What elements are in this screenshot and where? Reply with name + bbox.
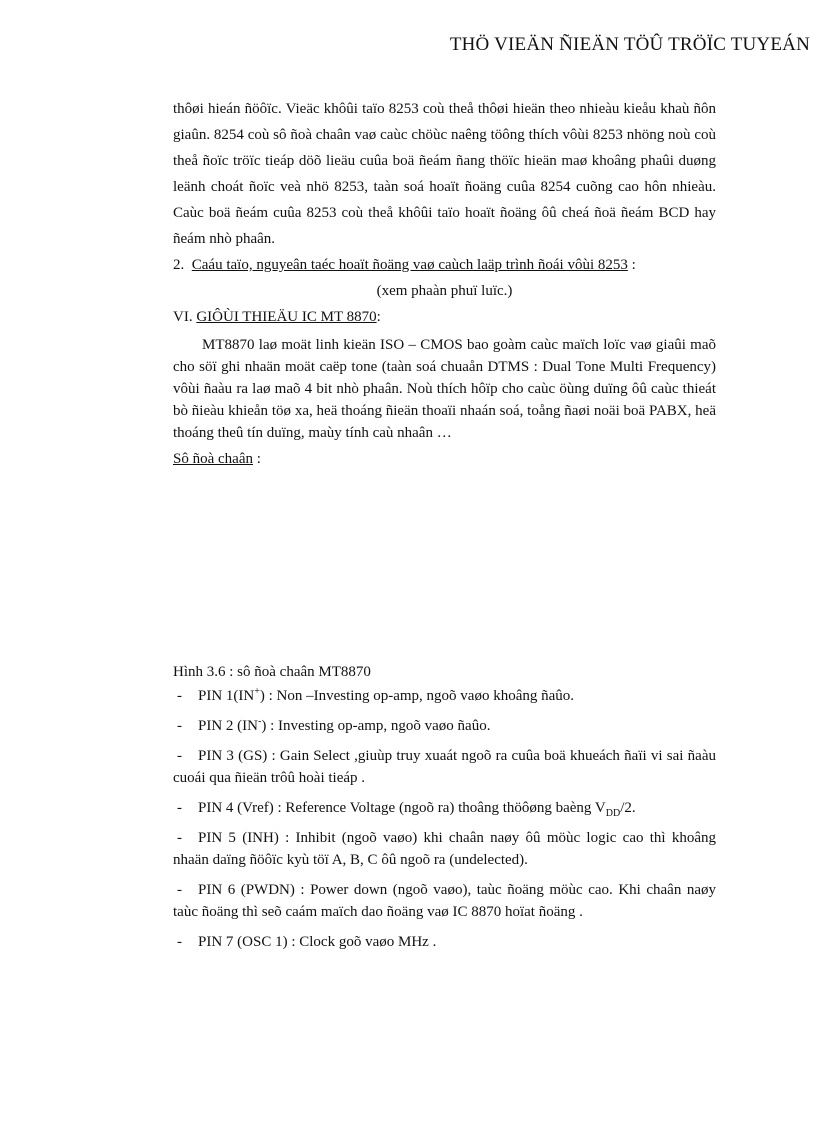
schematic-heading (173, 446, 716, 472)
pin-7-text: PIN 7 (OSC 1) : Clock goõ vaøo MHz . (198, 934, 437, 950)
pin-2-rest: ) : Investing op-amp, ngoõ vaøo ñaûo. (261, 718, 491, 734)
pin-item (173, 931, 716, 953)
pin-item (173, 879, 716, 923)
intro-paragraph: thôøi hieán ñöôïc. Vieäc khôûi taïo 8253 coù theå thôøi hieän theo nhieàu kieåu khaù ñôn giaûn. 8254 coù sô ñoà chaân vaø caùc chöùc naêng töông thích vôùi 8253 nhöng noù coù theå ñoïc tröïc tieáp döõ lieäu cuûa boä ñeám ñang thöïc hieän maø khoâng phaûi duøng leänh choát ñoïc veà nhö 8253, taàn soá hoaït ñoäng cuûa 8254 cuõng cao hôn nhieàu. Caùc boä ñeám cuûa 8253 coù theå khôûi taïo hoaït ñoäng ôû cheá ñoä ñeám BCD hay ñeám nhò phaân. (173, 101, 716, 247)
pin-6-text: PIN 6 (PWDN) : Power down (ngoõ vaøo), taùc ñoäng möùc cao. Khi chaân naøy taùc ñoäng thì seõ caám maïch dao ñoäng vaø IC 8870 hoïat ñoäng . (173, 882, 716, 920)
pin-5-text: PIN 5 (INH) : Inhibit (ngoõ vaøo) khi chaân naøy ôû möùc logic cao thì khoâng nhaän daïng ñöôïc kyù töï A, B, C ôû ngoõ ra (undelected). (173, 830, 716, 868)
bullet-dash: - (177, 718, 182, 734)
pin-4-sub: DD (605, 808, 621, 819)
pin-4-rest: /2. (620, 800, 636, 816)
pin-item (173, 745, 716, 789)
bullet-dash: - (177, 748, 182, 764)
document-body (173, 96, 716, 961)
section-vi-suffix: : (376, 309, 381, 325)
section-vi-prefix: VI. (173, 309, 197, 325)
pin-item (173, 797, 716, 819)
pin-2-sup: - (258, 716, 262, 727)
bullet-dash: - (177, 800, 182, 816)
bullet-dash: - (177, 882, 182, 898)
item-2-suffix: : (627, 257, 636, 273)
bullet-dash: - (177, 830, 182, 846)
section-vi-title: GIÔÙI THIEÄU IC MT 8870 (196, 309, 377, 325)
pin-1-text: PIN 1(IN (198, 688, 255, 704)
schematic-label: Sô ñoà chaân (173, 451, 253, 467)
pin-list (173, 685, 716, 953)
figure-caption: Hình 3.6 : sô ñoà chaân MT8870 (173, 664, 371, 680)
mt8870-paragraph: MT8870 laø moät linh kieän ISO – CMOS bao goàm caùc maïch loïc vaø giaûi maõ cho söï ghi nhaän moät caëp tone (taàn soá chuaån DTMS : Dual Tone Multi Frequency) vôùi ñaàu ra laø maõ 4 bit nhò phaân. Noù thích hôïp cho caùc öùng duïng ôû caùc thieát bò ñieàu khieån töø xa, heä thoáng ñieän thoaïi nhaán soá, toång ñaøi noäi boä PABX, heä thoáng theû tín duïng, maùy tính caù nhaân … (173, 337, 716, 441)
pin-item (173, 715, 716, 737)
numbered-item-2 (173, 252, 716, 278)
pin-3-text: PIN 3 (GS) : Gain Select ,giuùp truy xuaát ngoõ ra cuûa boä khueách ñaïi vi sai ñaàu cuoái qua ñieän trôû hoài tieáp . (173, 748, 716, 786)
bullet-dash: - (177, 934, 182, 950)
bullet-dash: - (177, 688, 182, 704)
item-2-title: Caáu taïo, nguyeân taéc hoaït ñoäng vaø caùch laäp trình ñoái vôùi 8253 (191, 257, 628, 273)
pin-1-rest: ) : Non –Investing op-amp, ngoõ vaøo khoâng ñaûo. (259, 688, 575, 704)
pin-4-text: PIN 4 (Vref) : Reference Voltage (ngoõ ra) thoâng thöôøng baèng V (198, 800, 606, 816)
pin-item (173, 685, 716, 707)
figure-placeholder (173, 472, 716, 659)
page-header-title: THÖ VIEÄN ÑIEÄN TÖÛ TRÖÏC TUYEÁN (449, 34, 810, 55)
pin-item (173, 827, 716, 871)
appendix-note: (xem phaàn phuï luïc.) (376, 283, 513, 299)
schematic-suffix: : (252, 451, 261, 467)
pin-1-sup: + (254, 686, 260, 697)
pin-2-text: PIN 2 (IN (198, 718, 258, 734)
section-vi-heading (173, 304, 716, 330)
item-2-number: 2. (173, 257, 185, 273)
